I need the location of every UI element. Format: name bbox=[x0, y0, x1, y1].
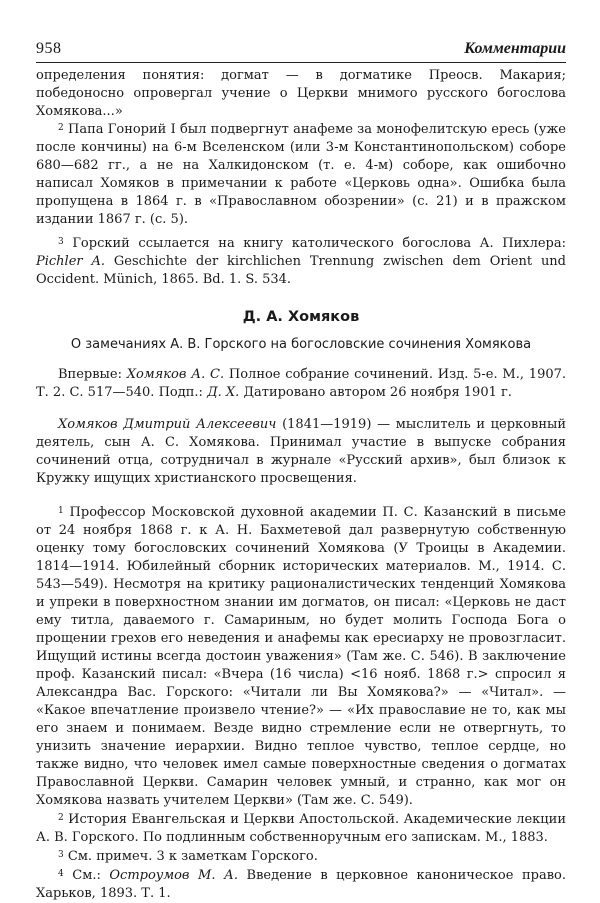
source-date: Датировано автором 26 ноября 1901 г. bbox=[243, 385, 512, 400]
note-label: См.: bbox=[72, 868, 101, 883]
footnote-text: Горский ссылается на книгу католического богослова А. Пихлера: bbox=[72, 236, 566, 251]
footnote-2 bbox=[36, 121, 566, 229]
article-subheading: О замечаниях А. В. Горского на богословские сочинения Хомякова bbox=[70, 337, 532, 352]
note-text: Профессор Московской духовной академии П. С. Казанский в письме от 24 ноября 1868 г. к А. Н. Бахметевой дал развернутую собственную оценку тому богословских сочинений Хомякова (У Троицы в Академии. 1814—1914. Юбилейный сборник исторических материалов. М., 1914. С. 543—549). Несмотря на критику рационалистических тенденций Хомякова и упреки в поверхностном знании им догматов, он писал: «Церковь не даст ему титла, даваемого г. Самариным, но будет молить Господа Бога о прощении грехов его неведения и анафемы как ересиарху не провозгласит. Ищущий истины всегда достоин уважения» (Там же. С. 546). В заключение проф. Казанский писал: «Вчера (16 числа) <16 нояб. 1868 г.> спросил я Александра Вас. Горского: «Читали ли Вы Хомякова?» — «Читал». — «Какое впечатление произвело чтение?» — «Их православие не то, как мы его знаем и понимаем. Везде видно стремление если не отвергнуть, то унизить значение иерархии. Видно теплое чувство, теплое сердце, но также видно, что человек имел самые поверхностные сведения о догматах Православной Церкви. Самарин человек умный, и странно, как мог он Хомякова назвать учителем Церкви» (Там же. С. 549). bbox=[36, 505, 566, 808]
note-mark: 2 bbox=[58, 813, 64, 823]
note-text: История Евангельская и Церкви Апостольской. Академические лекции А. В. Горского. По подлинным собственноручным его запискам. М., 1883. bbox=[36, 812, 566, 845]
source-signature: Д. Х. bbox=[207, 385, 240, 400]
source-label: Впервые: bbox=[58, 367, 122, 382]
page-number: 958 bbox=[36, 40, 62, 57]
bio-note bbox=[36, 416, 566, 488]
running-header bbox=[36, 0, 566, 63]
note-author: Остроумов М. А. bbox=[109, 868, 238, 883]
notes-list bbox=[36, 504, 566, 903]
footnote-mark: 3 bbox=[58, 237, 64, 247]
note-mark: 1 bbox=[58, 506, 64, 516]
note-4 bbox=[36, 867, 566, 903]
footnote-continuation: определения понятия: догмат — в догматике Преосв. Макария; победоносно опровергал учение о Церкви мнимого русского богослова Хомякова...» bbox=[36, 68, 566, 119]
footnote-text-rest: Geschichte der kirchlichen Trennung zwischen dem Orient und Occident. Münich, 1865. Bd. 1. S. 534. bbox=[36, 254, 567, 287]
source-note bbox=[36, 366, 566, 402]
note-1 bbox=[36, 504, 566, 810]
bio-text: (1841—1919) — мыслитель и церковный деятель, сын А. С. Хомякова. Принимал участие в выпуске собрания сочинений отца, сотрудничал в журнале «Русский архив», был близок к Кружку ищущих христианского просвещения. bbox=[36, 417, 566, 486]
article-heading: Д. А. Хомяков bbox=[242, 309, 360, 325]
footnote-mark: 2 bbox=[58, 123, 64, 133]
top-footnotes bbox=[36, 67, 566, 289]
source-author: Хомяков А. С. bbox=[126, 367, 225, 382]
source-text: Полное собрание сочинений. Изд. 5-е. М., 1907. Т. 2. С. 517—540. Подп.: bbox=[36, 367, 567, 400]
footnote-text: Папа Гонорий I был подвергнут анафеме за монофелитскую ересь (уже после кончины) на 6-м Вселенском (или 3-м Константинопольском) соборе 680—682 гг., а не на Халкидонском (т. е. 4-м) соборе, как ошибочно написал Хомяков в примечании к работе «Церковь одна». Ошибка была пропущена в 1864 г. в «Православном обозрении» (с. 21) и в пражском издании 1867 г. (с. 5). bbox=[36, 122, 566, 227]
footnote-author: Pichler A. bbox=[36, 254, 106, 269]
footnote-3 bbox=[36, 235, 566, 289]
section-title: Комментарии bbox=[464, 40, 566, 57]
bio-name: Хомяков Дмитрий Алексеевич bbox=[58, 417, 277, 432]
note-3 bbox=[36, 848, 566, 866]
note-mark: 3 bbox=[58, 850, 64, 860]
note-mark: 4 bbox=[58, 869, 64, 879]
note-text: Введение в церковное каноническое право. Харьков, 1893. Т. 1. bbox=[36, 868, 566, 901]
note-2 bbox=[36, 811, 566, 847]
note-text: См. примеч. 3 к заметкам Горского. bbox=[67, 849, 318, 864]
